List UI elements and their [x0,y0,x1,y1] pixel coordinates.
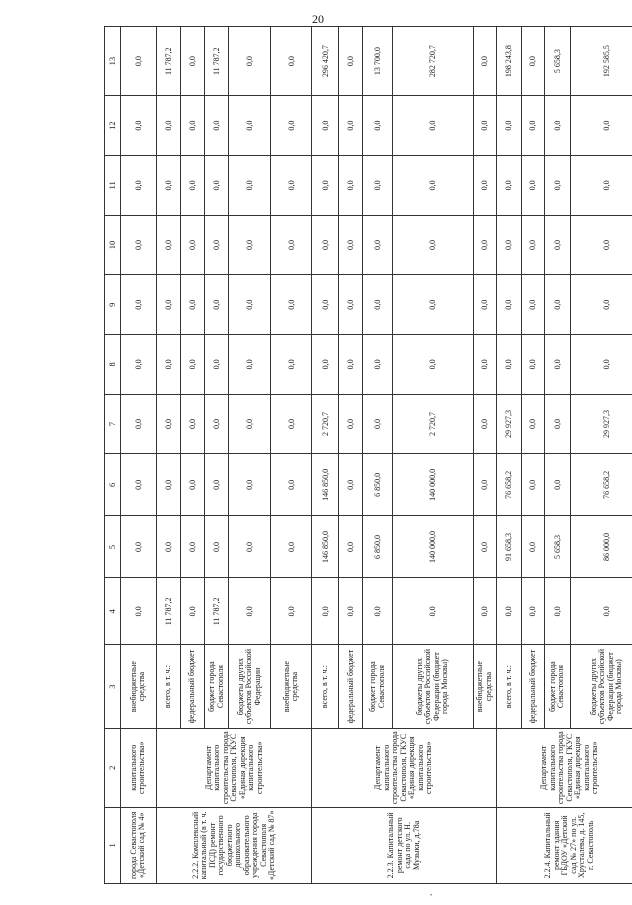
value-cell: 0,0 [521,215,544,275]
value-cell: 6 850,0 [363,516,392,578]
value-cell: 91 658,3 [496,516,521,578]
value-cell: 0,0 [570,156,632,216]
item-name-cell: 2.2.2. Комплексный капитальный (в т. ч. ПСД) ремонт государственного бюджетного дошкольного образовательного учреждения города Севастополя «Детский сад № 87» [157,807,312,883]
value-cell: 0,0 [120,275,156,335]
value-cell: 0,0 [392,96,473,156]
source-cell: бюджеты других субъектов Российской Федерации [229,645,271,729]
value-cell: 0,0 [270,454,312,516]
value-cell: 0,0 [363,215,392,275]
value-cell: 0,0 [120,27,156,96]
value-cell: 0,0 [339,578,363,645]
value-cell: 0,0 [157,516,181,578]
value-cell: 0,0 [339,275,363,335]
value-cell: 198 243,8 [496,27,521,96]
value-cell: 0,0 [363,96,392,156]
footer-mark: • [430,893,433,899]
item-name-cell: 2.2.3. Капитальный ремонт детского сада по ул. Н. Музыки, д.78а [312,807,496,883]
item-name-cell: города Севастополя «Детский сад № 4» [120,807,156,883]
value-cell: 0,0 [521,394,544,454]
source-cell: бюджет города Севастополя [205,645,229,729]
value-cell: 0,0 [496,215,521,275]
value-cell: 0,0 [205,275,229,335]
value-cell: 0,0 [544,578,570,645]
value-cell: 0,0 [181,578,205,645]
value-cell: 0,0 [521,578,544,645]
value-cell: 0,0 [205,394,229,454]
value-cell: 0,0 [312,215,339,275]
value-cell: 0,0 [157,156,181,216]
value-cell: 0,0 [120,578,156,645]
value-cell: 146 850,0 [312,516,339,578]
value-cell: 6 850,0 [363,454,392,516]
source-cell: бюджет города Севастополя [363,645,392,729]
value-cell: 0,0 [392,275,473,335]
value-cell: 0,0 [521,27,544,96]
value-cell: 0,0 [339,156,363,216]
column-header: 12 [105,96,121,156]
value-cell: 0,0 [157,394,181,454]
value-cell: 0,0 [521,516,544,578]
value-cell: 0,0 [339,335,363,395]
value-cell: 0,0 [473,27,496,96]
column-header: 10 [105,215,121,275]
column-header: 8 [105,335,121,395]
value-cell: 0,0 [544,215,570,275]
value-cell: 0,0 [544,454,570,516]
value-cell: 0,0 [270,215,312,275]
value-cell: 0,0 [392,156,473,216]
source-cell: федеральный бюджет [181,645,205,729]
value-cell: 0,0 [229,454,271,516]
value-cell: 0,0 [363,156,392,216]
value-cell: 0,0 [339,454,363,516]
table-row [120,27,156,884]
value-cell: 0,0 [363,578,392,645]
executor-cell: Департамент капитального строительства города Севастополя, ГКУС «Единая дирекция капитального строительства» [496,728,632,807]
value-cell: 0,0 [473,335,496,395]
value-cell: 0,0 [120,215,156,275]
value-cell: 0,0 [205,156,229,216]
value-cell: 192 585,5 [570,27,632,96]
rotated-table-container [104,26,632,884]
column-header: 7 [105,394,121,454]
source-cell: бюджет города Севастополя [544,645,570,729]
value-cell: 140 000,0 [392,454,473,516]
value-cell: 86 000,0 [570,516,632,578]
page-number: 20 [312,12,324,26]
value-cell: 0,0 [120,335,156,395]
value-cell: 0,0 [473,394,496,454]
value-cell: 0,0 [157,335,181,395]
source-cell: всего, в т. ч.: [157,645,181,729]
source-cell: внебюджетные средства [270,645,312,729]
value-cell: 0,0 [270,156,312,216]
value-cell: 0,0 [181,335,205,395]
value-cell: 0,0 [270,578,312,645]
value-cell: 0,0 [312,578,339,645]
value-cell: 0,0 [181,275,205,335]
value-cell: 0,0 [339,516,363,578]
value-cell: 0,0 [205,516,229,578]
column-header: 9 [105,275,121,335]
column-header: 5 [105,516,121,578]
source-cell: внебюджетные средства [120,645,156,729]
value-cell: 11 787,2 [205,27,229,96]
value-cell: 296 420,7 [312,27,339,96]
value-cell: 0,0 [544,156,570,216]
value-cell: 29 927,3 [570,394,632,454]
source-cell: внебюджетные средства [473,645,496,729]
value-cell: 0,0 [544,335,570,395]
table-row [312,27,339,884]
value-cell: 0,0 [473,454,496,516]
value-cell: 11 787,2 [157,27,181,96]
value-cell: 0,0 [473,215,496,275]
value-cell: 0,0 [570,96,632,156]
value-cell: 76 658,2 [496,454,521,516]
value-cell: 0,0 [570,578,632,645]
source-cell: бюджеты других субъектов Российской Федерации (бюджет города Москвы) [392,645,473,729]
value-cell: 0,0 [544,394,570,454]
value-cell: 0,0 [229,335,271,395]
value-cell: 0,0 [229,27,271,96]
source-cell: федеральный бюджет [521,645,544,729]
column-header: 6 [105,454,121,516]
value-cell: 140 000,0 [392,516,473,578]
value-cell: 0,0 [473,156,496,216]
value-cell: 2 720,7 [312,394,339,454]
value-cell: 0,0 [570,275,632,335]
executor-cell: Департамент капитального строительства города Севастополя, ГКУС «Единая дирекция капитального строительства» [312,728,496,807]
value-cell: 0,0 [120,156,156,216]
value-cell: 0,0 [229,215,271,275]
value-cell: 0,0 [339,27,363,96]
value-cell: 11 787,2 [205,578,229,645]
value-cell: 0,0 [570,215,632,275]
value-cell: 0,0 [496,96,521,156]
value-cell: 76 658,2 [570,454,632,516]
value-cell: 0,0 [181,156,205,216]
table-body [105,27,632,884]
value-cell: 0,0 [521,335,544,395]
source-cell: всего, в т. ч.: [496,645,521,729]
value-cell: 0,0 [229,156,271,216]
value-cell: 0,0 [392,578,473,645]
value-cell: 0,0 [363,335,392,395]
value-cell: 0,0 [521,275,544,335]
column-header: 13 [105,27,121,96]
value-cell: 11 787,2 [157,578,181,645]
value-cell: 0,0 [181,215,205,275]
value-cell: 0,0 [157,275,181,335]
value-cell: 0,0 [205,96,229,156]
value-cell: 0,0 [473,275,496,335]
header-row [105,27,121,884]
table-row [157,27,181,884]
value-cell: 0,0 [181,27,205,96]
value-cell: 0,0 [521,156,544,216]
value-cell: 0,0 [229,96,271,156]
value-cell: 5 658,3 [544,27,570,96]
value-cell: 0,0 [229,275,271,335]
value-cell: 0,0 [473,578,496,645]
value-cell: 0,0 [120,516,156,578]
budget-table [104,26,632,884]
item-name-cell: 2.2.4. Капитальный ремонт здания ГБДОУ «Детский сад № 27» по ул. Хрусталева, д. 145, г. Севастополь [496,807,632,883]
value-cell: 0,0 [181,394,205,454]
value-cell: 0,0 [270,275,312,335]
value-cell: 0,0 [339,96,363,156]
value-cell: 0,0 [570,335,632,395]
value-cell: 0,0 [363,275,392,335]
value-cell: 0,0 [205,215,229,275]
value-cell: 0,0 [312,275,339,335]
value-cell: 0,0 [473,516,496,578]
value-cell: 0,0 [205,454,229,516]
column-header: 2 [105,728,121,807]
source-cell: федеральный бюджет [339,645,363,729]
value-cell: 2 720,7 [392,394,473,454]
value-cell: 0,0 [392,215,473,275]
value-cell: 0,0 [181,516,205,578]
executor-cell: Департамент капитального строительства города Севастополя, ГКУС «Единая дирекция капитального строительства» [157,728,312,807]
table-row [496,27,521,884]
value-cell: 0,0 [181,454,205,516]
value-cell: 0,0 [496,275,521,335]
value-cell: 0,0 [521,96,544,156]
column-header: 3 [105,645,121,729]
value-cell: 0,0 [339,215,363,275]
value-cell: 0,0 [120,394,156,454]
value-cell: 0,0 [544,96,570,156]
source-cell: всего, в т. ч.: [312,645,339,729]
value-cell: 0,0 [157,96,181,156]
value-cell: 13 700,0 [363,27,392,96]
value-cell: 0,0 [157,215,181,275]
value-cell: 0,0 [120,454,156,516]
column-header: 4 [105,578,121,645]
value-cell: 282 720,7 [392,27,473,96]
source-cell: бюджеты других субъектов Российской Федерации (бюджет города Москвы) [570,645,632,729]
value-cell: 0,0 [496,578,521,645]
value-cell: 0,0 [363,394,392,454]
value-cell: 0,0 [181,96,205,156]
value-cell: 0,0 [270,96,312,156]
value-cell: 0,0 [339,394,363,454]
value-cell: 0,0 [312,96,339,156]
value-cell: 146 850,0 [312,454,339,516]
column-header: 11 [105,156,121,216]
value-cell: 0,0 [270,516,312,578]
value-cell: 0,0 [270,335,312,395]
value-cell: 0,0 [392,335,473,395]
value-cell: 0,0 [270,27,312,96]
value-cell: 0,0 [229,394,271,454]
value-cell: 0,0 [120,96,156,156]
value-cell: 0,0 [270,394,312,454]
value-cell: 0,0 [205,335,229,395]
value-cell: 0,0 [312,335,339,395]
value-cell: 0,0 [473,96,496,156]
value-cell: 0,0 [229,578,271,645]
value-cell: 0,0 [312,156,339,216]
value-cell: 0,0 [229,516,271,578]
value-cell: 0,0 [496,156,521,216]
value-cell: 0,0 [544,275,570,335]
value-cell: 0,0 [521,454,544,516]
value-cell: 0,0 [157,454,181,516]
column-header: 1 [105,807,121,883]
value-cell: 0,0 [496,335,521,395]
value-cell: 5 658,3 [544,516,570,578]
value-cell: 29 927,3 [496,394,521,454]
executor-cell: капитального строительства» [120,728,156,807]
